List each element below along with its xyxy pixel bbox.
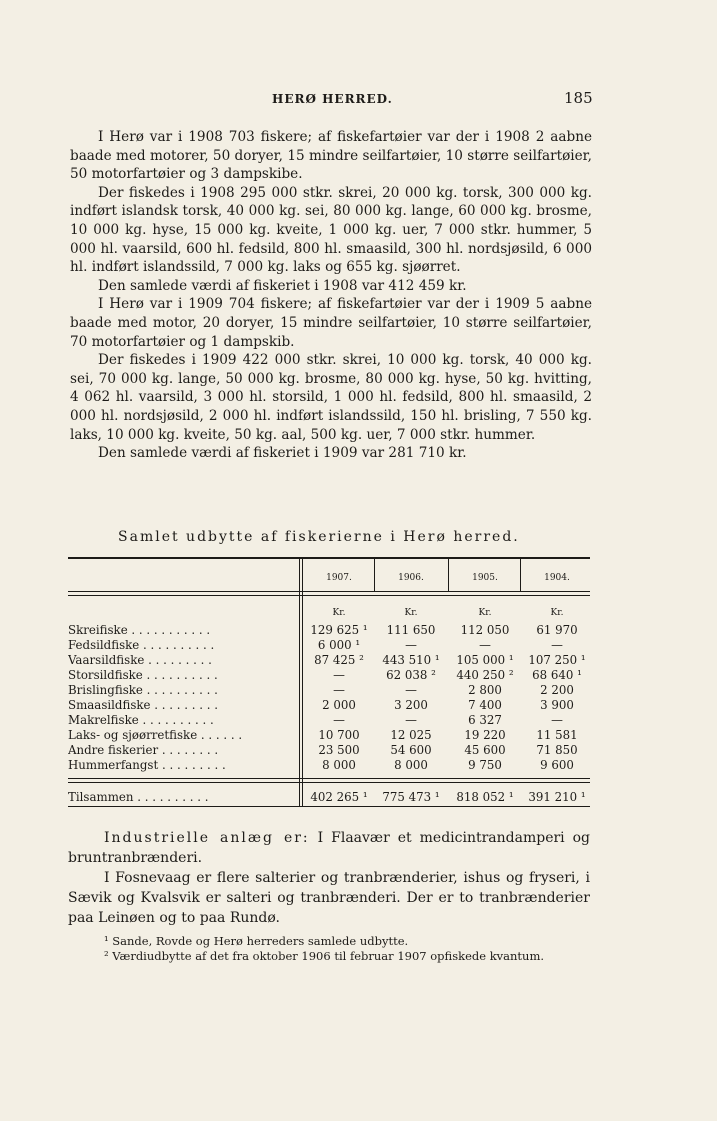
cell: 2 200 (540, 683, 574, 697)
table-caption: Samlet udbytte af fiskerierne i Herø herred. (118, 529, 520, 545)
table-row (68, 743, 590, 757)
cell: — (479, 638, 491, 652)
header-rule (68, 591, 590, 592)
year-header: 1907. (326, 573, 352, 583)
cell: 2 000 (322, 698, 356, 712)
total-row (68, 790, 590, 806)
row-label: Hummerfangst . . . . . . . . . (68, 758, 226, 772)
total-cell: 402 265 ¹ (310, 790, 368, 804)
industry-heading: Industrielle anlæg er: (104, 830, 310, 846)
cell: 6 000 ¹ (317, 638, 361, 652)
cell: 54 600 (390, 743, 432, 757)
cell: 10 700 (318, 728, 360, 742)
body-bottom-rule (68, 778, 590, 779)
cell: 440 250 ² (456, 668, 514, 682)
row-label: Laks- og sjøørretfiske . . . . . . (68, 728, 243, 742)
cell: 8 000 (322, 758, 356, 772)
table-top-rule (68, 557, 590, 559)
paragraph: Der fiskedes i 1909 422 000 stkr. skrei, 10 000 kg. torsk, 40 000 kg. sei, 70 000 kg. lange, 50 000 kg. brosme, 80 000 kg. hyse, 50 kg. hvitting, 4 062 hl. vaarsild, 3 000 hl. storsild, 1 000 hl. fedsild, 800 hl. smaasild, 2 000 hl. nordsjøsild, 2 000 hl. indført islandssild, 150 hl. brisling, 7 550 kg. laks, 10 000 kg. kveite, 50 kg. aal, 500 kg. uer, 7 000 stkr. hummer. (70, 352, 592, 443)
total-cell: 775 473 ¹ (382, 790, 440, 804)
cell: 71 850 (536, 743, 578, 757)
cell: 2 800 (468, 683, 502, 697)
unit-label: Kr. (478, 608, 492, 618)
cell: 23 500 (318, 743, 360, 757)
row-label: Storsildfiske . . . . . . . . . . (68, 668, 218, 682)
table-row (68, 638, 590, 652)
unit-label: Kr. (550, 608, 564, 618)
paragraph: Den samlede værdi af fiskeriet i 1909 var 281 710 kr. (98, 445, 467, 462)
cell: 112 050 (460, 623, 510, 637)
total-cell: 391 210 ¹ (528, 790, 586, 804)
table-row (68, 758, 590, 772)
total-label: Tilsammen . . . . . . . . . . (68, 790, 209, 804)
table-row (68, 623, 590, 637)
year-header: 1904. (544, 573, 570, 583)
row-label: Fedsildfiske . . . . . . . . . . (68, 638, 215, 652)
cell: 11 581 (536, 728, 578, 742)
cell: 9 750 (468, 758, 502, 772)
page-number: 185 (564, 89, 593, 107)
row-label: Skreifiske . . . . . . . . . . . (68, 623, 211, 637)
cell: 19 220 (464, 728, 506, 742)
paragraph: I Herø var i 1908 703 fiskere; af fiskefartøier var der i 1908 2 aabne baade med motorer, 50 doryer, 15 mindre seilfartøier, 10 større seilfartøier, 50 motorfartøier og 3 dampskibe. (70, 129, 592, 183)
cell: 8 000 (394, 758, 428, 772)
industry-section (68, 828, 590, 928)
cell: 87 425 ² (314, 653, 364, 667)
paragraph: Der fiskedes i 1908 295 000 stkr. skrei, 20 000 kg. torsk, 300 000 kg. indført islandsk torsk, 40 000 kg. sei, 80 000 kg. lange, 60 000 kg. brosme, 10 000 kg. hyse, 15 000 kg. kveite, 1 000 kg. uer, 7 000 stkr. hummer, 5 000 hl. vaarsild, 600 hl. fedsild, 800 hl. smaasild, 300 hl. nordsjøsild, 6 000 hl. indført islandssild, 7 000 kg. laks og 655 kg. sjøørret. (70, 184, 592, 276)
cell: 107 250 ¹ (528, 653, 586, 667)
paragraph: Den samlede værdi af fiskeriet i 1908 var 412 459 kr. (98, 277, 467, 294)
cell: 62 038 ² (386, 668, 436, 682)
cell: 105 000 ¹ (456, 653, 514, 667)
unit-label: Kr. (332, 608, 346, 618)
table-row (68, 668, 590, 682)
column-divider (520, 559, 521, 591)
table-row (68, 728, 590, 742)
year-header: 1905. (472, 573, 498, 583)
footnote: ² Værdiudbytte af det fra oktober 1906 til februar 1907 opfiskede kvantum. (104, 949, 545, 963)
cell: 6 327 (468, 713, 502, 727)
cell: — (551, 638, 563, 652)
body-text (70, 128, 592, 463)
cell: — (333, 713, 345, 727)
column-divider (448, 559, 449, 591)
year-header: 1906. (398, 573, 424, 583)
body-bottom-rule-2 (68, 782, 590, 783)
column-divider (374, 559, 375, 591)
total-cell: 818 052 ¹ (456, 790, 514, 804)
cell: 111 650 (386, 623, 436, 637)
header-rule-2 (68, 595, 590, 596)
table-bottom-rule (68, 806, 590, 807)
cell: — (333, 668, 345, 682)
footnotes (68, 934, 590, 964)
table-row (68, 653, 590, 667)
row-label: Vaarsildfiske . . . . . . . . . (68, 653, 212, 667)
cell: — (333, 683, 345, 697)
cell: 7 400 (468, 698, 502, 712)
cell: — (405, 638, 417, 652)
cell: 129 625 ¹ (310, 623, 368, 637)
cell: 3 900 (540, 698, 574, 712)
industry-text: I Flaavær et medicintrandamperi og bruntranbrænderi. (68, 830, 591, 866)
cell: 3 200 (394, 698, 428, 712)
industry-paragraph (68, 828, 590, 868)
table-row (68, 713, 590, 727)
industry-paragraph: I Fosnevaag er flere salterier og tranbrænderier, ishus og fryseri, i Sævik og Kvalsvik er salteri og tranbrænderi. Der er to tranbrænderier paa Leinøen og to paa Rundø. (68, 870, 590, 926)
page-header (0, 89, 717, 112)
cell: 68 640 ¹ (532, 668, 582, 682)
cell: 9 600 (540, 758, 574, 772)
unit-label: Kr. (404, 608, 418, 618)
cell: 45 600 (464, 743, 506, 757)
cell: — (405, 683, 417, 697)
cell: — (405, 713, 417, 727)
cell: 12 025 (390, 728, 432, 742)
catch-table (68, 557, 590, 807)
row-label: Andre fiskerier . . . . . . . . (68, 743, 219, 757)
row-label: Smaasildfiske . . . . . . . . . (68, 698, 219, 712)
table-row (68, 683, 590, 697)
running-title: HERØ HERRED. (272, 92, 393, 106)
paragraph: I Herø var i 1909 704 fiskere; af fiskefartøier var der i 1909 5 aabne baade med motor, 20 doryer, 15 mindre seilfartøier, 10 større seilfartøier, 70 motorfartøier og 1 dampskib. (70, 296, 592, 350)
cell: 61 970 (536, 623, 578, 637)
row-label: Makrelfiske . . . . . . . . . . (68, 713, 214, 727)
cell: 443 510 ¹ (382, 653, 440, 667)
footnote: ¹ Sande, Rovde og Herø herreders samlede udbytte. (104, 934, 409, 948)
table-row (68, 698, 590, 712)
row-label: Brislingfiske . . . . . . . . . . (68, 683, 218, 697)
cell: — (551, 713, 563, 727)
